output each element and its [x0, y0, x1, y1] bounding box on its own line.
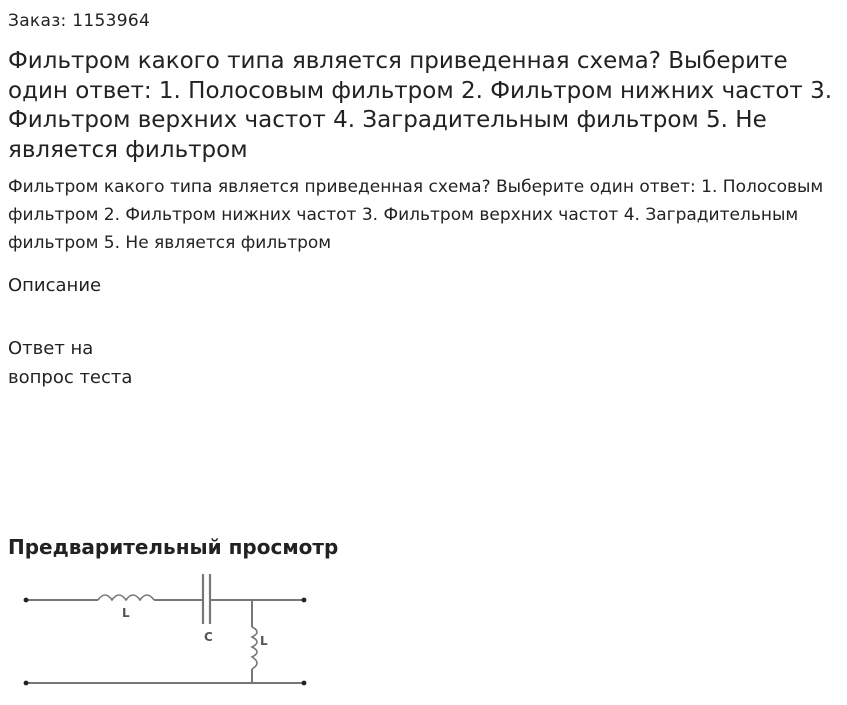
shunt-inductor-label: L [260, 634, 268, 648]
terminal-top-right [302, 598, 307, 603]
question-text: Фильтром какого типа является приведенная схема? Выберите один ответ: 1. Полосовым фильтром 2. Фильтром нижних частот 3. Фильтром верхних частот 4. Заградительным фильтром 5. Не является фильтром [8, 177, 824, 253]
preview-title: Предварительный просмотр [8, 535, 339, 559]
answer-caption-line-2: вопрос теста [8, 367, 133, 388]
question-title: Фильтром какого типа является приведенная схема? Выберите один ответ: 1. Полосовым фильтром 2. Фильтром нижних частот 3. Фильтром верхних частот 4. Заградительным фильтром 5. Не является фильтром [8, 48, 833, 163]
circuit-schematic-svg [14, 565, 314, 695]
series-inductor [98, 595, 154, 600]
capacitor-label: C [204, 630, 213, 644]
capacitor [203, 574, 210, 624]
order-number: Заказ: 1153964 [8, 11, 151, 31]
terminal-bottom-left [24, 681, 29, 686]
terminal-bottom-right [302, 681, 307, 686]
shunt-inductor [252, 627, 257, 669]
answer-caption [8, 334, 178, 392]
terminal-top-left [24, 598, 29, 603]
description-label: Описание [8, 275, 102, 296]
series-inductor-label: L [122, 606, 130, 620]
circuit-schematic-image [14, 565, 314, 695]
answer-caption-line-1: Ответ на [8, 338, 94, 359]
